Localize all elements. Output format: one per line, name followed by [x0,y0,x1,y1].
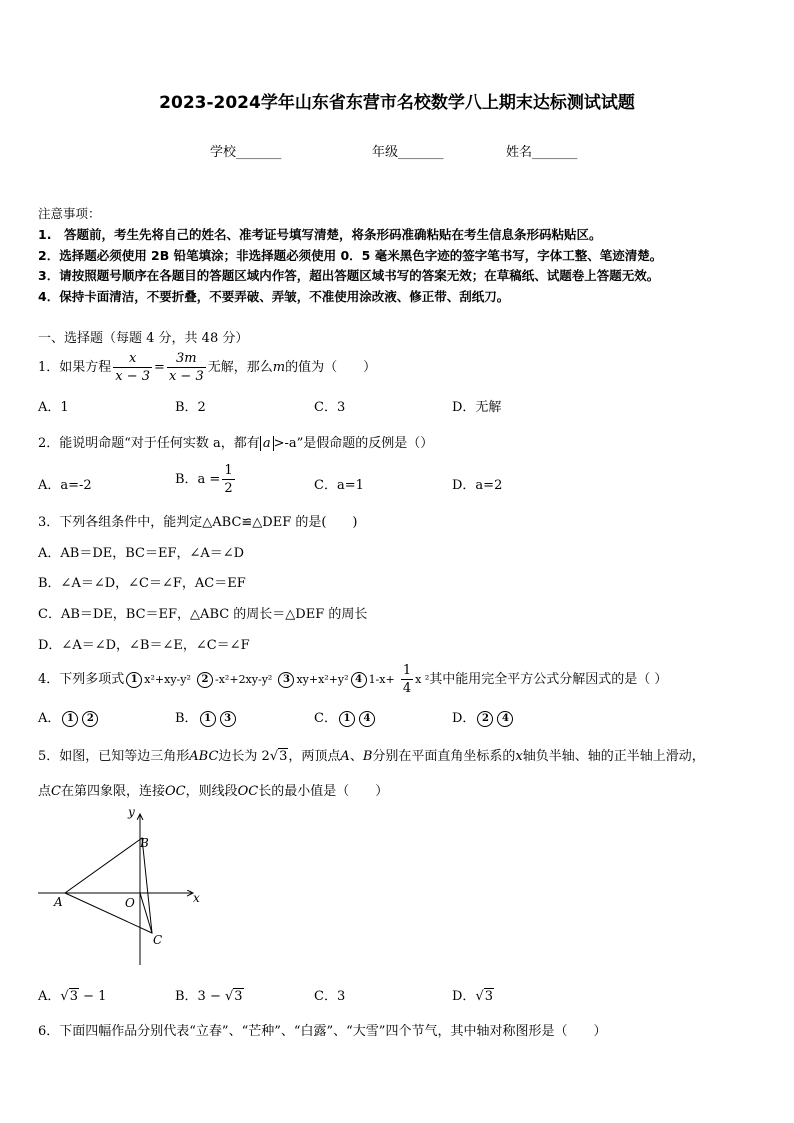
label-o: O [125,896,135,910]
label-a: A [54,895,63,909]
note-item: 1. 答题前，考生先将自己的姓名、准考证号填写清楚，将条形码准确粘贴在考生信息条形码粘贴区。 [38,227,602,242]
q3-option-a[interactable]: A．AB＝DE，BC＝EF，∠A＝∠D [38,546,245,561]
q5-option-b[interactable]: B．3 − √3 [175,989,243,1004]
q4-option-a[interactable]: A． 1 2 [38,707,100,727]
question-6-stem: 6．下面四幅作品分别代表“立春”、“芒种”、“白露”、“大雪”四个节气，其中轴对称图形是（ ） [38,1024,607,1039]
q3-option-d[interactable]: D．∠A＝∠D，∠B＝∠E，∠C＝∠F [38,638,250,653]
q3-option-c[interactable]: C．AB＝DE，BC＝EF，△ABC 的周长＝△DEF 的周长 [38,607,368,622]
question-1-stem: 1．如果方程 $\frac{x}{x - 3}$ = $\frac{3m}{x - 3}$ 无解，那么m的值为（ ） [38,351,377,384]
q4-option-d[interactable]: D． 2 4 [452,707,515,727]
question-2-stem: 2．能说明命题“对于任何实数 a，都有 a >-a”是假命题的反例是（） [38,436,434,451]
label-b: B [140,836,149,850]
q1-fraction-2: $\frac{3m}{x - 3}$ [168,351,204,384]
q1-fraction-1: $\frac{x}{x - 3}$ [115,351,151,384]
q2-option-b[interactable]: B．a = $\frac{1}{2}$ [175,463,233,496]
q2-option-a[interactable]: A．a=-2 [38,478,92,493]
label-x: x [193,891,200,905]
label-c: C [153,933,163,947]
name-field: 姓名_______ [506,145,578,160]
q5-figure [30,800,220,970]
note-item: 2．选择题必须使用 2B 铅笔填涂；非选择题必须使用 0．5 毫米黑色字迹的签字笔书写，字体工整、笔迹清楚。 [38,248,663,263]
note-item: 3．请按照题号顺序在各题目的答题区域内作答，超出答题区域书写的答案无效；在草稿纸、试题卷上答题无效。 [38,268,660,283]
question-5-stem-line2: 点C在第四象限，连接OC，则线段OC长的最小值是（ ） [38,784,389,799]
notes-heading: 注意事项： [38,206,101,221]
question-4-stem: 4．下列多项式 1 x²+xy-y² 2 -x²+2xy-y² 3 xy+x²+y² 4 1-x+ $\frac{1}{4}$ x ²其中能用完全平方公式分解因式的是（ ） [38,663,668,696]
q1-option-d[interactable]: D．无解 [452,400,502,415]
q1-option-a[interactable]: A．1 [38,400,69,415]
school-field: 学校_______ [210,145,282,160]
page-title: 2023-2024学年山东省东营市名校数学八上期末达标测试试题 [159,93,635,113]
q1-option-b[interactable]: B．2 [175,400,206,415]
question-5-stem-line1: 5．如图，已知等边三角形ABC边长为 2√3，两顶点A、B分别在平面直角坐标系的x轴负半轴、轴的正半轴上滑动， [38,749,705,764]
q4-option-b[interactable]: B． 1 3 [175,707,238,727]
q5-option-a[interactable]: A．√3 − 1 [38,989,107,1004]
triangle-abc [65,838,152,933]
note-item: 4．保持卡面清洁，不要折叠，不要弄破、弄皱，不准使用涂改液、修正带、刮纸刀。 [38,289,510,304]
q1-option-c[interactable]: C．3 [314,400,346,415]
q4-option-c[interactable]: C． 1 4 [314,707,377,727]
q2-option-c[interactable]: C．a=1 [314,478,364,493]
label-y: y [128,805,135,819]
q5-option-d[interactable]: D．√3 [452,989,494,1004]
grade-field: 年级_______ [372,145,444,160]
question-3-stem: 3．下列各组条件中，能判定△ABC≌△DEF 的是( ) [38,515,358,530]
q2-option-d[interactable]: D．a=2 [452,478,503,493]
q5-option-c[interactable]: C．3 [314,989,346,1004]
q3-option-b[interactable]: B．∠A＝∠D，∠C＝∠F，AC＝EF [38,576,246,591]
section-heading: 一、选择题（每题 4 分，共 48 分） [38,331,249,346]
